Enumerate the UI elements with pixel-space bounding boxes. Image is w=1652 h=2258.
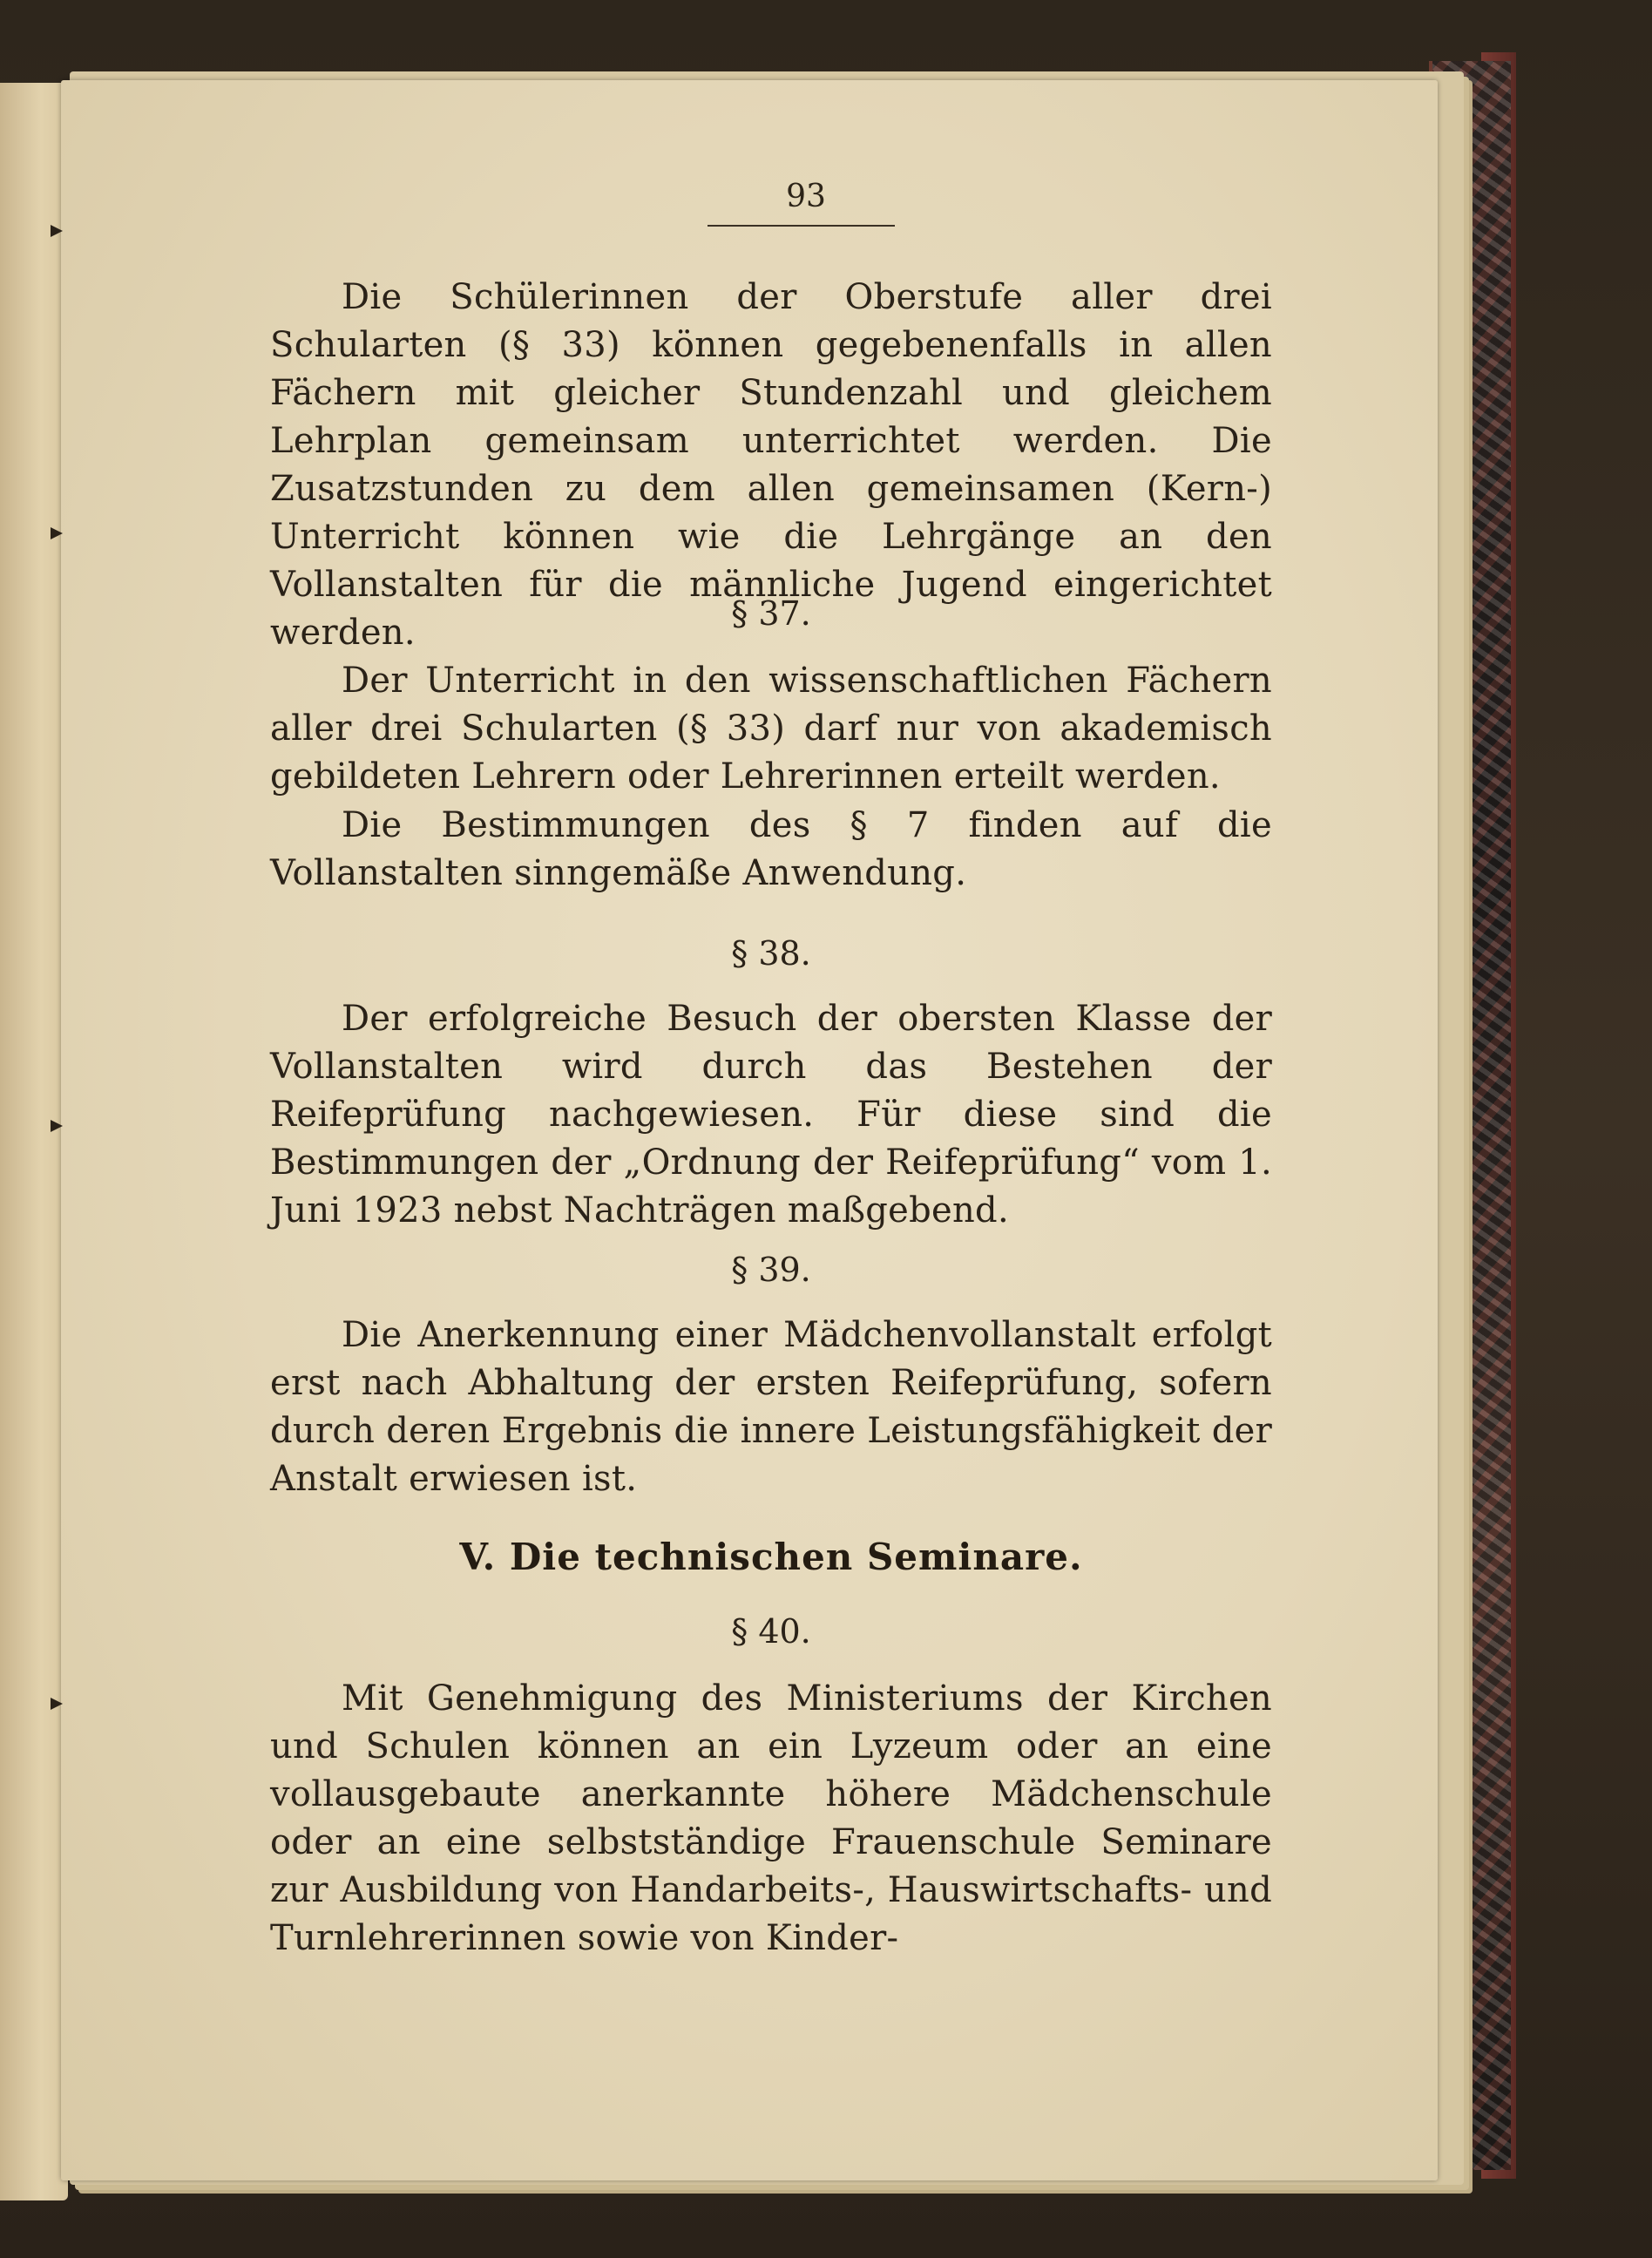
paragraph-bestimmungen: Die Bestimmungen des § 7 finden auf die Vollanstalten sinngemäße Anwendung. [270, 805, 1272, 893]
section-heading-37: § 37. [731, 594, 811, 633]
page-number: 93 [786, 179, 826, 214]
chapter-heading: V. Die technischen Seminare. [459, 1536, 1083, 1578]
paragraph-besuch: Der erfolgreiche Besuch der obersten Klasse der Vollanstalten wird durch das Bestehen der Reifeprüfung nachgewiesen. Für diese sind die Bestimmungen der „Ordnung der Reifeprüfung“ vom 1. Juni 1923 nebst Nachträgen maßgebend. [270, 999, 1272, 1231]
section-heading-38: § 38. [731, 934, 811, 973]
paragraph-genehmigung: Mit Genehmigung des Ministeriums der Kirchen und Schulen können an ein Lyzeum oder an eine vollausgebaute anerkannte höhere Mädchenschule oder an eine selbstständige Frauenschule Seminare zur Ausbildung von Handarbeits-, Hauswirtschafts- und Turnlehrerinnen sowie von Kinder- [270, 1678, 1272, 1958]
paragraph-anerkennung: Die Anerkennung einer Mädchenvollanstalt erfolgt erst nach Abhaltung der ersten Reifeprüfung, sofern durch deren Ergebnis die innere Leistungsfähigkeit der Anstalt erwiesen ist. [270, 1315, 1272, 1499]
page-number-rule [708, 225, 895, 227]
paragraph-unterricht: Der Unterricht in den wissenschaftlichen Fächern aller drei Schularten (§ 33) darf nur von akademisch gebildeten Lehrern oder Lehrerinnen erteilt werden. [270, 661, 1272, 797]
section-heading-40: § 40. [731, 1612, 811, 1651]
previous-page-edge [0, 83, 68, 2200]
paragraph-schuelerinnen: Die Schülerinnen der Oberstufe aller drei Schularten (§ 33) können gegebenenfalls in allen Fächern mit gleicher Stundenzahl und gleichem Lehrplan gemeinsam unterrichtet werden. Die Zusatzstunden zu dem allen gemeinsamen (Kern-) Unterricht können wie die Lehrgänge an den Vollanstalten für die männliche Jugend eingerichtet werden. [270, 277, 1272, 653]
section-heading-39: § 39. [731, 1251, 811, 1289]
book-page [61, 80, 1438, 2180]
